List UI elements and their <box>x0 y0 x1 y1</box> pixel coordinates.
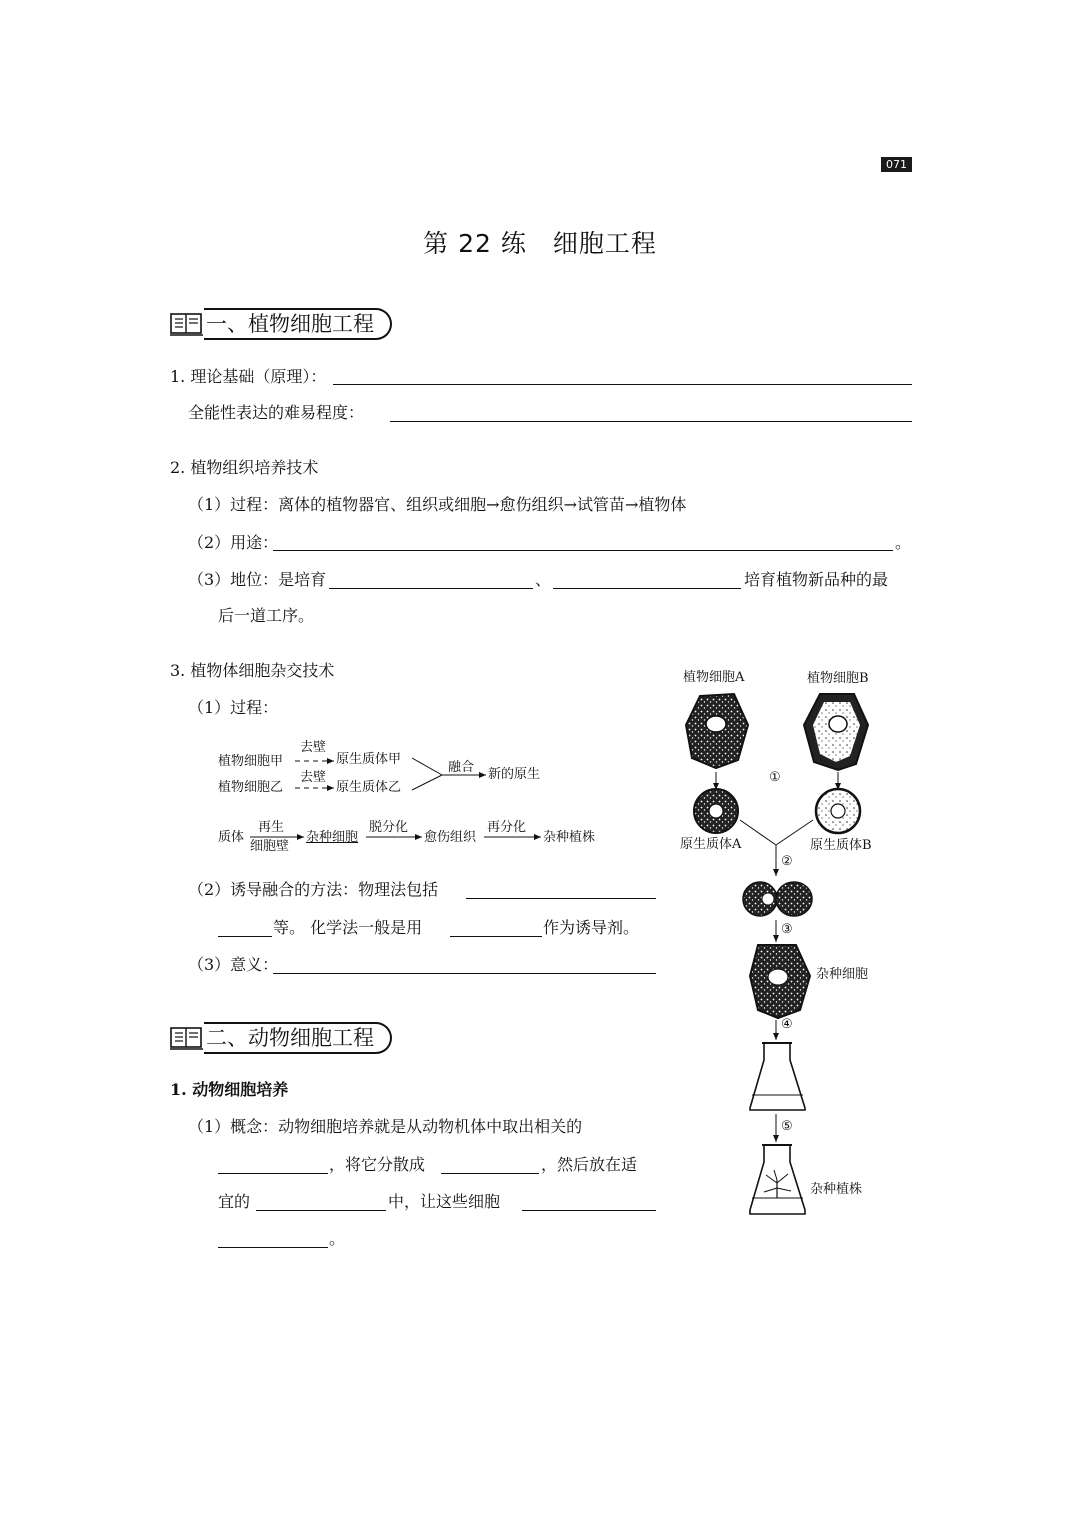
q1-sub-answer-blank <box>390 421 912 422</box>
q3-method-blank-2 <box>218 936 272 937</box>
flow-arrows <box>200 730 620 860</box>
book-icon <box>170 312 204 336</box>
culture-flask-callus <box>750 1043 805 1110</box>
animal-blank-2 <box>441 1173 539 1174</box>
flow-hybrid-cell: 杂种细胞 <box>306 830 359 845</box>
diagram-hybrid-plant-label: 杂种植株 <box>810 1182 863 1197</box>
q2-status-sep: 、 <box>535 570 552 589</box>
section-heading-label: 二、动物细胞工程 <box>204 1022 392 1054</box>
diagram-hybrid-cell-label: 杂种细胞 <box>816 967 869 982</box>
flow-row2-start: 质体 <box>218 830 245 845</box>
diagram-proto-a-label: 原生质体A <box>680 837 742 852</box>
culture-flask-hybrid-plant <box>750 1145 805 1214</box>
animal-blank-3 <box>256 1210 386 1211</box>
q3-method-cont: 等。 化学法一般是用 <box>273 918 423 937</box>
animal-blank-1 <box>218 1173 328 1174</box>
flow-fuse: 融合 <box>448 760 475 775</box>
flow-cell-a: 植物细胞甲 <box>218 754 284 769</box>
page-title: 第 22 练 细胞工程 <box>423 229 657 258</box>
q2-process: （1）过程：离体的植物器官、组织或细胞→愈伤组织→试管苗→植物体 <box>188 495 687 514</box>
q3-method-end: 作为诱导剂。 <box>543 918 640 937</box>
book-icon <box>170 1026 204 1050</box>
section-heading-animal <box>170 1023 392 1053</box>
section-heading-label: 一、植物细胞工程 <box>204 308 392 340</box>
diagram-proto-b-label: 原生质体B <box>810 838 872 853</box>
flow-regen-top: 再生 <box>258 820 285 835</box>
flow-proto-b: 原生质体乙 <box>336 780 402 795</box>
q2-status-blank-2 <box>553 588 741 589</box>
q3-label: 3. 植物体细胞杂交技术 <box>170 661 335 680</box>
fusion-diagram <box>670 680 900 1225</box>
diagram-step-1: ① <box>769 770 781 785</box>
diagram-cell-a-label: 植物细胞A <box>683 670 745 685</box>
flow-rediff: 再分化 <box>487 820 527 835</box>
animal-concept-line1: （1）概念：动物细胞培养就是从动物机体中取出相关的 <box>188 1117 583 1136</box>
diagram-step-3: ③ <box>781 922 793 937</box>
animal-concept-end: 。 <box>329 1229 346 1248</box>
q3-method-label: （2）诱导融合的方法：物理法包括 <box>188 880 439 899</box>
q2-status-label: （3）地位：是培育 <box>188 570 327 589</box>
animal-concept-line3a: 宜的 <box>218 1192 251 1211</box>
flow-remove-wall-1: 去壁 <box>300 740 327 755</box>
q1-sub-label: 全能性表达的难易程度： <box>188 403 365 422</box>
animal-concept-line2b: ，然后放在适 <box>541 1155 638 1174</box>
q3-method-blank-1 <box>466 898 656 899</box>
q2-status-end: 后一道工序。 <box>218 606 315 625</box>
page-number: 071 <box>881 157 912 172</box>
q3-process-label: （1）过程： <box>188 698 279 717</box>
q3-meaning-blank <box>273 973 656 974</box>
flow-dediff: 脱分化 <box>369 820 409 835</box>
q3-meaning-label: （3）意义： <box>188 955 279 974</box>
q2-label: 2. 植物组织培养技术 <box>170 458 319 477</box>
diagram-step-2: ② <box>781 854 793 869</box>
flow-new-proto: 新的原生 <box>488 767 541 782</box>
flow-remove-wall-2: 去壁 <box>300 770 327 785</box>
animal-concept-line3b: 中，让这些细胞 <box>388 1192 501 1211</box>
diagram-cell-b-label: 植物细胞B <box>807 671 869 686</box>
animal-blank-4 <box>522 1210 656 1211</box>
flow-regen-bottom: 细胞壁 <box>250 839 290 854</box>
animal-concept-line2a: ，将它分散成 <box>329 1155 426 1174</box>
q2-status-cont: 培育植物新品种的最 <box>744 570 889 589</box>
q2-status-blank-1 <box>329 588 533 589</box>
flow-callus: 愈伤组织 <box>424 830 477 845</box>
animal-blank-5 <box>218 1247 328 1248</box>
diagram-step-5: ⑤ <box>781 1119 793 1134</box>
animal-q1-label: 1. 动物细胞培养 <box>170 1080 289 1099</box>
section-heading-plant <box>170 309 392 339</box>
flow-hybrid-plant: 杂种植株 <box>543 830 596 845</box>
q1-answer-blank <box>333 384 912 385</box>
diagram-step-4: ④ <box>781 1017 793 1032</box>
flow-cell-b: 植物细胞乙 <box>218 780 284 795</box>
q2-use-blank <box>273 550 893 551</box>
q3-method-blank-3 <box>450 936 542 937</box>
q2-use-end: 。 <box>895 533 912 552</box>
q2-use-label: （2）用途： <box>188 533 279 552</box>
flow-proto-a: 原生质体甲 <box>336 752 402 767</box>
q1-label: 1. 理论基础（原理）： <box>170 367 327 386</box>
